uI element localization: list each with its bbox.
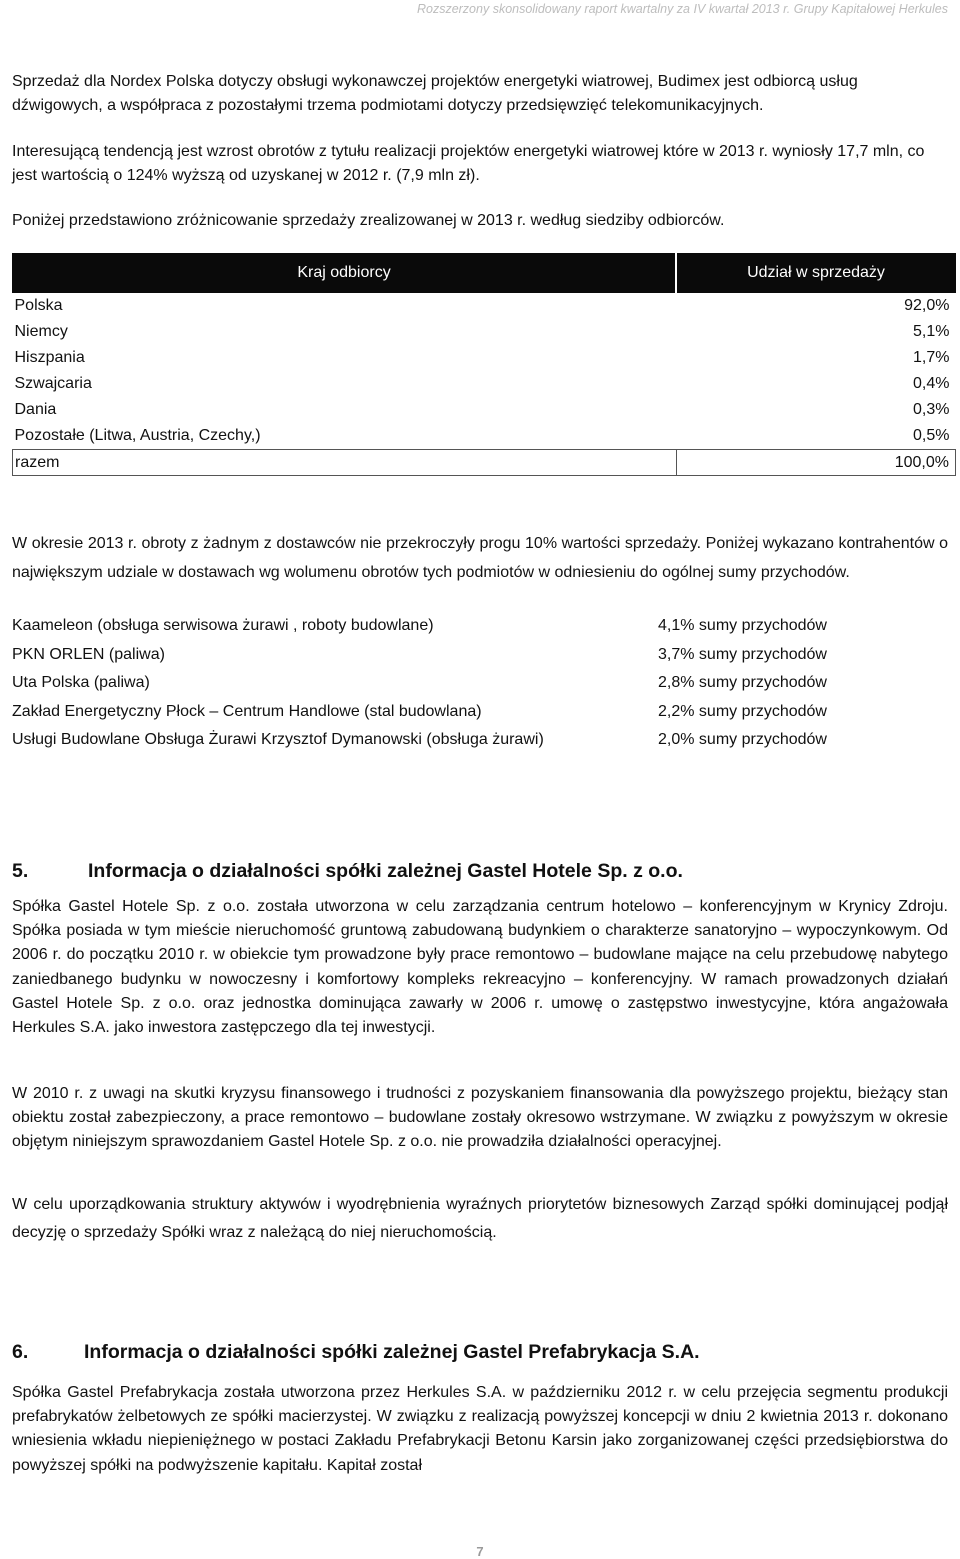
list-item: [12, 698, 912, 727]
suppliers-list: [12, 612, 912, 755]
intro-paragraph-nordex: Sprzedaż dla Nordex Polska dotyczy obsługi wykonawczej projektów energetyki wiatrowej, Budimex jest odbiorcą usług dźwigowych, a współpraca z pozostałymi trzema podmiotami dotyczy przedsięwzięć telekomunikacyjnych.: [12, 73, 858, 115]
country-cell: Niemcy: [14, 323, 68, 340]
section-5-paragraph-1: Spółka Gastel Hotele Sp. z o.o. została utworzona w celu zarządzania centrum hotelowo – konferencyjnym w Krynicy Zdroju. Spółka posiada w tym mieście nieruchomość gruntową zabudowaną budynkiem o charakterze sanatoryjno – wypoczynkowym. Od 2006 r. do początku 2010 r. w obiekcie tym prowadzone były prace remontowo – budowlane mające na celu przebudowę nabytego zaniedbanego budynku w nowoczesny i komfortowy kompleks rekreacyjno – konferencyjny. W ramach prowadzonych działań Gastel Hotele Sp. z o.o. oraz jednostka dominująca zawarły w 2006 r. umowę o zastępstwo inwestycyjne, która angażowała Herkules S.A. jako inwestora zastępczego dla tej inwestycji.: [12, 898, 948, 1037]
table-row: [13, 293, 956, 320]
total-value: 100,0%: [676, 450, 956, 476]
share-cell: 1,7%: [913, 349, 950, 366]
share-cell: 0,5%: [913, 427, 950, 444]
section-5-number: 5.: [12, 860, 29, 882]
table-row: [13, 423, 956, 450]
section-6-number: 6.: [12, 1341, 29, 1363]
section-5-paragraph-3: W celu uporządkowania struktury aktywów i wyodrębnienia wyraźnych priorytetów biznesowych Zarząd spółki dominującej podjął decyzję o sprzedaży Spółki wraz z należącą do niej nieruchomością.: [12, 1196, 948, 1241]
table-row: [13, 319, 956, 345]
share-cell: 92,0%: [904, 297, 950, 314]
section-6-title: Informacja o działalności spółki zależnej Gastel Prefabrykacja S.A.: [84, 1341, 700, 1363]
supplier-name: PKN ORLEN (paliwa): [12, 645, 165, 663]
supplier-name: Uta Polska (paliwa): [12, 674, 150, 692]
list-item: [12, 726, 912, 755]
country-cell: Dania: [14, 401, 57, 418]
country-cell: Szwajcaria: [14, 375, 92, 392]
supplier-name: Usługi Budowlane Obsługa Żurawi Krzysztof Dymanowski (obsługa żurawi): [12, 731, 544, 749]
supplier-share: 4,1% sumy przychodów: [658, 617, 827, 634]
list-item: [12, 612, 912, 641]
header-country: Kraj odbiorcy: [13, 254, 677, 293]
table-row: [13, 345, 956, 371]
running-header: Rozszerzony skonsolidowany raport kwartalny za IV kwartał 2013 r. Grupy Kapitałowej Herkules: [416, 2, 948, 16]
supplier-share: 2,0% sumy przychodów: [658, 731, 827, 749]
share-cell: 0,4%: [913, 375, 950, 392]
share-cell: 0,3%: [913, 401, 950, 418]
intro-paragraph-wind-energy: Interesującą tendencją jest wzrost obrotów z tytułu realizacji projektów energetyki wiatrowej które w 2013 r. wyniosły 17,7 mln, co jest wartością o 124% wyższą od uzyskanej w 2012 r. (7,9 mln zł).: [12, 143, 925, 185]
section-5-heading: [12, 860, 683, 883]
sales-by-country-table: [12, 253, 956, 476]
supplier-share: 3,7% sumy przychodów: [658, 645, 827, 663]
table-row: [13, 371, 956, 397]
table-header-row: [13, 254, 956, 293]
table-total-row: [13, 450, 956, 476]
country-cell: Hiszpania: [14, 349, 85, 366]
supplier-name: Zakład Energetyczny Płock – Centrum Handlowe (stal budowlana): [12, 702, 482, 720]
list-item: [12, 641, 912, 670]
page-number: 7: [476, 1544, 484, 1559]
section-6-paragraph-1: Spółka Gastel Prefabrykacja została utworzona przez Herkules S.A. w październiku 2012 r. w celu przejęcia segmentu produkcji prefabrykatów żelbetowych ze spółki macierzystej. W związku z realizacją powyższej koncepcji w dniu 2 kwietnia 2013 r. dokonano wniesienia wkładu niepieniężnego w postaci Zakładu Prefabrykacji Betonu Karsin jako zorganizowanej części przedsiębiorstwa do powyższej spółki na podwyższenie kapitału. Kapitał został: [12, 1384, 948, 1474]
suppliers-intro-paragraph: W okresie 2013 r. obroty z żadnym z dostawców nie przekroczyły progu 10% wartości sprzedaży. Poniżej wykazano kontrahentów o największym udziale w dostawach wg wolumenu obrotów tych podmiotów w odniesieniu do ogólnej sumy przychodów.: [12, 535, 948, 581]
supplier-share: 2,2% sumy przychodów: [658, 702, 827, 720]
section-6-heading: [12, 1341, 700, 1364]
supplier-share: 2,8% sumy przychodów: [658, 674, 827, 692]
header-share: Udział w sprzedaży: [676, 254, 956, 293]
section-5-title: Informacja o działalności spółki zależnej Gastel Hotele Sp. z o.o.: [88, 860, 683, 882]
supplier-name: Kaameleon (obsługa serwisowa żurawi , roboty budowlane): [12, 617, 434, 634]
total-label: razem: [13, 450, 677, 476]
section-5-paragraph-2: W 2010 r. z uwagi na skutki kryzysu finansowego i trudności z pozyskaniem finansowania dla powyższego projektu, bieżący stan obiektu został zabezpieczony, a prace remontowo – budowlane zostały okresowo wstrzymane. W związku z powyższym w okresie objętym niniejszym sprawozdaniem Gastel Hotele Sp. z o.o. nie prowadziła działalności operacyjnej.: [12, 1085, 948, 1151]
share-cell: 5,1%: [913, 323, 950, 340]
country-cell: Polska: [14, 297, 63, 314]
list-item: [12, 669, 912, 698]
country-cell: Pozostałe (Litwa, Austria, Czechy,): [14, 427, 261, 444]
table-row: [13, 397, 956, 423]
intro-paragraph-table-lead: Poniżej przedstawiono zróżnicowanie sprzedaży zrealizowanej w 2013 r. według siedziby odbiorców.: [12, 212, 725, 229]
